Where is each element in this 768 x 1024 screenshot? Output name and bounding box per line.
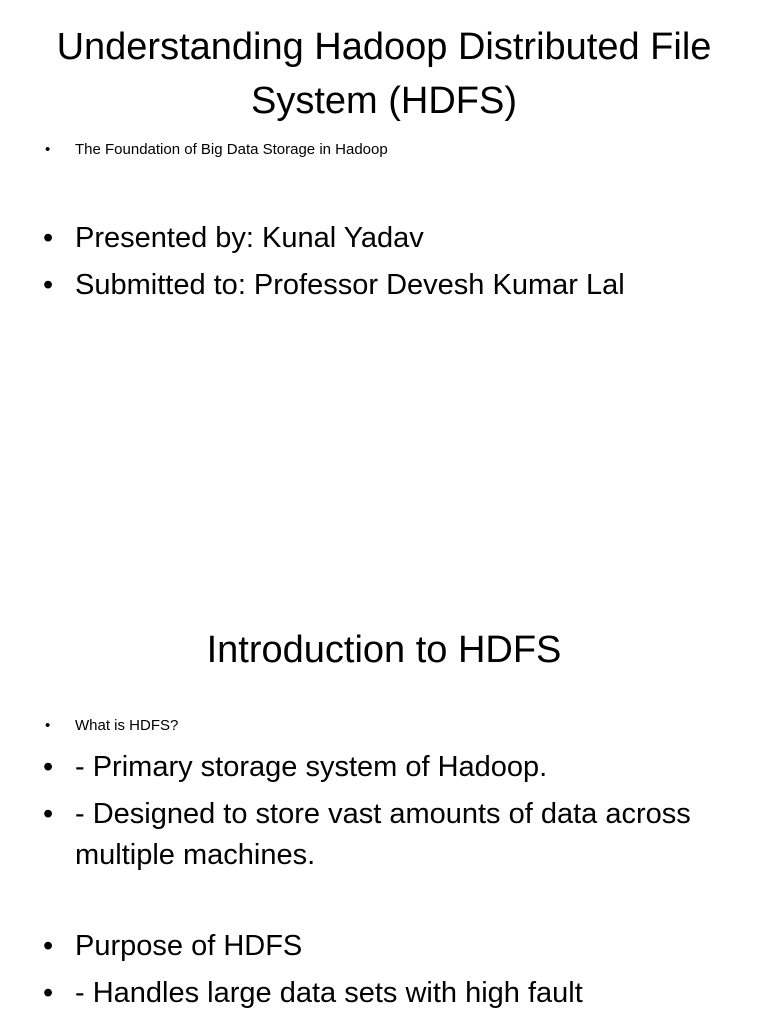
bullet-icon: •	[45, 717, 51, 734]
slide-2-intro-list	[0, 716, 768, 736]
slide-2-intro: What is HDFS?	[75, 717, 179, 734]
slide-1-subtitle-item	[0, 140, 768, 160]
list-item	[0, 218, 768, 259]
bullet-text: - Designed to store vast amounts of data across multiple machines.	[75, 798, 691, 871]
bullet-text: - Handles large data sets with high fault	[75, 977, 583, 1009]
presenter-text: Presented by: Kunal Yadav	[75, 222, 424, 254]
bullet-icon: •	[43, 222, 54, 254]
bullet-icon: •	[45, 141, 51, 158]
bullet-icon: •	[43, 798, 54, 830]
slide-1-bullet-list	[0, 218, 768, 306]
slide-2-intro-item	[0, 716, 768, 736]
bullet-icon: •	[43, 930, 54, 962]
list-item	[0, 973, 768, 1014]
slide-1-subtitle: The Foundation of Big Data Storage in Hadoop	[75, 141, 388, 158]
slide-2-title: Introduction to HDFS	[206, 629, 562, 671]
list-item	[0, 265, 768, 306]
slide-2	[0, 580, 768, 1024]
bullet-icon: •	[43, 269, 54, 301]
slide-2-bullet-list	[0, 747, 768, 1014]
bullet-text: Purpose of HDFS	[75, 930, 303, 962]
bullet-text: - Primary storage system of Hadoop.	[75, 751, 548, 783]
list-item	[0, 747, 768, 788]
bullet-icon: •	[43, 977, 54, 1009]
bullet-icon: •	[43, 751, 54, 783]
slide-1-title: Understanding Hadoop Distributed File System (HDFS)	[56, 26, 712, 122]
list-item	[0, 794, 768, 876]
submitted-to-text: Submitted to: Professor Devesh Kumar Lal	[75, 269, 625, 301]
slide-1-subtitle-list	[0, 140, 768, 160]
list-item	[0, 926, 768, 967]
